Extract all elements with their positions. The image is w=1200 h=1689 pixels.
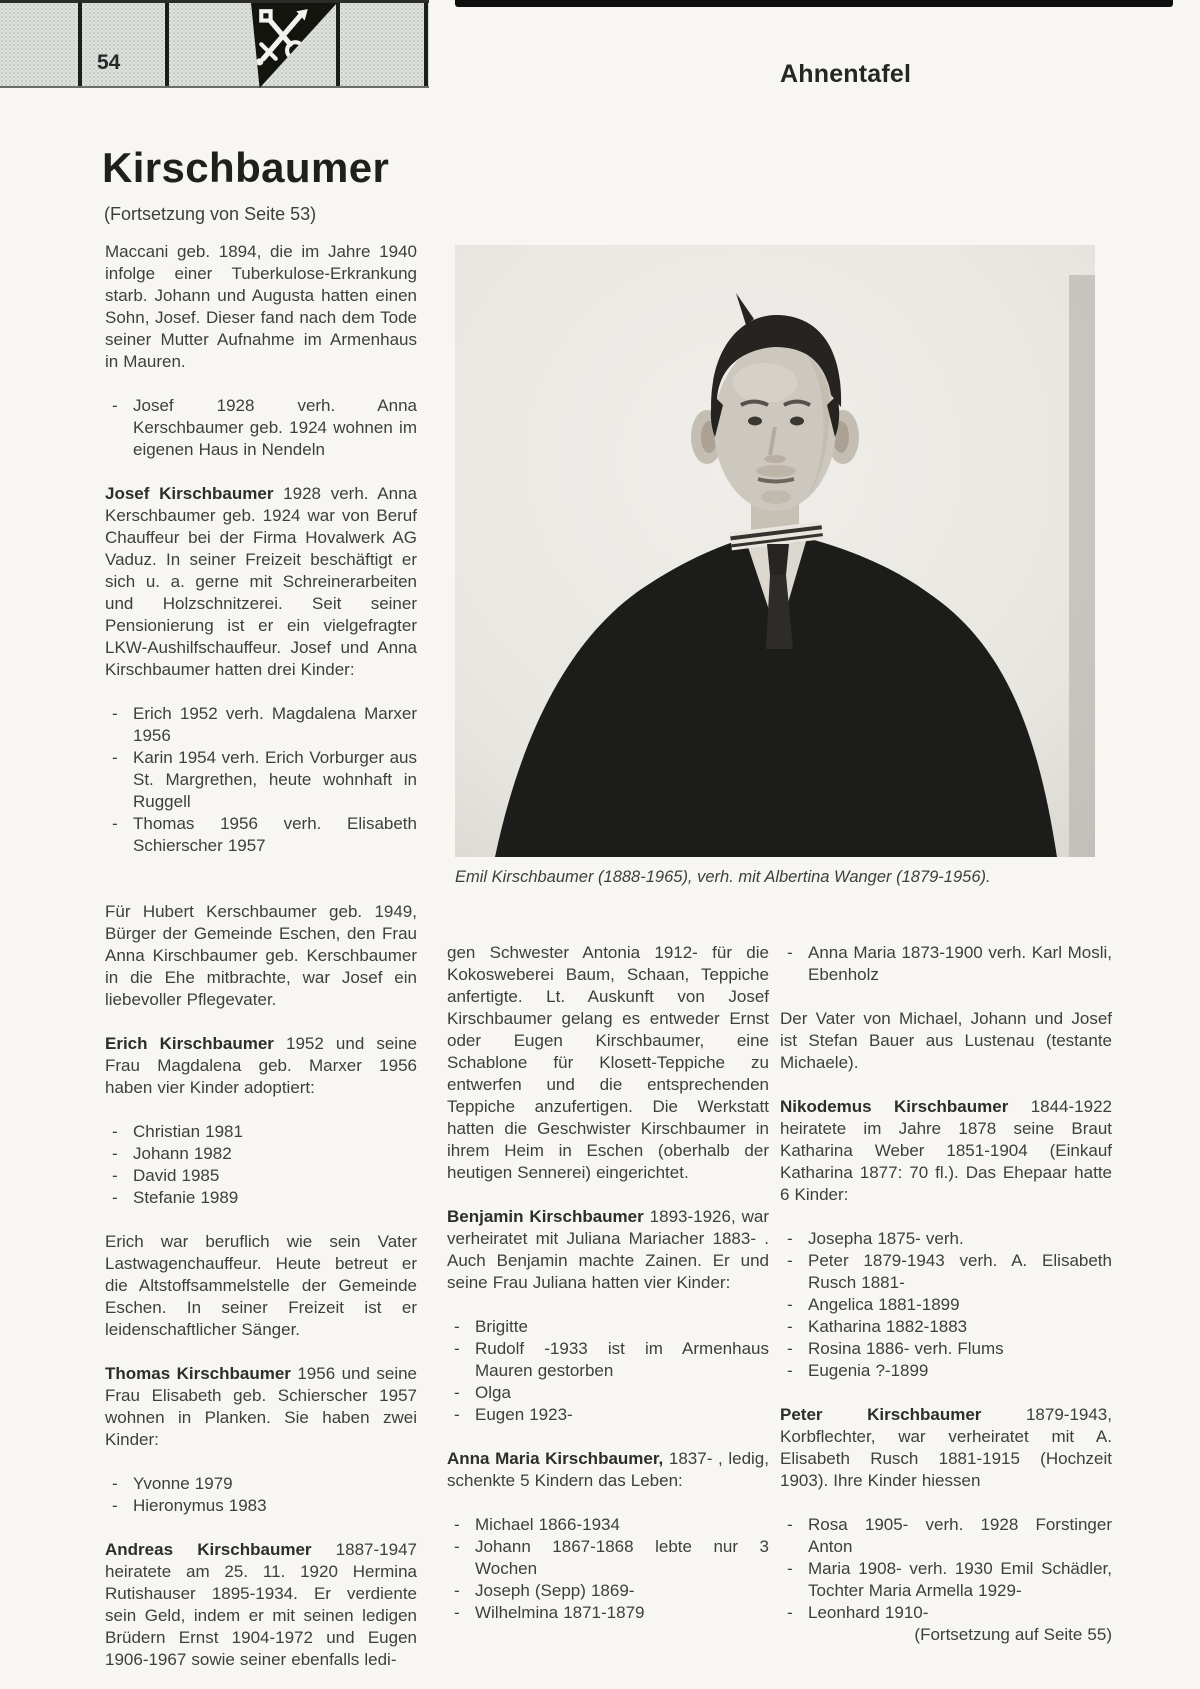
column-left bbox=[105, 241, 417, 1689]
children-list bbox=[105, 395, 417, 461]
top-rule bbox=[455, 0, 1173, 7]
children-list bbox=[105, 703, 417, 857]
corner-triangle bbox=[251, 3, 337, 88]
page-number: 54 bbox=[97, 51, 121, 74]
person-name: Anna Maria Kirschbaumer, bbox=[447, 1449, 664, 1468]
person-name: Thomas Kirschbaumer bbox=[105, 1364, 291, 1383]
list-item: - Josef 1928 verh. Anna Kerschbaumer geb. 1924 wohnen im eigenen Haus in Nendeln bbox=[105, 395, 417, 461]
paragraph: Erich Kirschbaumer 1952 und seine Frau Magdalena geb. Marxer 1956 haben vier Kinder adoptiert: bbox=[105, 1034, 417, 1097]
list-item: - Rosa 1905- verh. 1928 Forstinger Anton bbox=[780, 1514, 1112, 1558]
list-item: - Johann 1867-1868 lebte nur 3 Wochen bbox=[447, 1536, 769, 1580]
paragraph: Thomas Kirschbaumer 1956 und seine Frau Elisabeth geb. Schierscher 1957 wohnen in Planken. Sie haben zwei Kinder: bbox=[105, 1364, 418, 1449]
paragraph: Anna Maria Kirschbaumer, 1837- , ledig, schenkte 5 Kindern das Leben: bbox=[447, 1449, 769, 1490]
person-name: Andreas Kirschbaumer bbox=[105, 1540, 312, 1559]
paragraph: Benjamin Kirschbaumer 1893-1926, war verheiratet mit Juliana Mariacher 1883- . Auch Benjamin machte Zainen. Er und seine Frau Juliana hatten vier Kinder: bbox=[447, 1207, 769, 1292]
children-list bbox=[780, 942, 1112, 986]
list-item: - Leonhard 1910- bbox=[780, 1602, 1112, 1624]
page-title: Kirschbaumer bbox=[102, 144, 390, 191]
children-list bbox=[105, 1121, 417, 1209]
paragraph: Peter Kirschbaumer 1879-1943, Korbflechter, war verheiratet mit A. Elisabeth Rusch 1881-1915 (Hochzeit 1903). Ihre Kinder hiessen bbox=[780, 1405, 1112, 1490]
children-list bbox=[780, 1514, 1112, 1624]
list-item: - Stefanie 1989 bbox=[105, 1187, 417, 1209]
list-item: - Eugen 1923- bbox=[447, 1404, 769, 1426]
list-item: - Brigitte bbox=[447, 1316, 769, 1338]
paragraph: gen Schwester Antonia 1912- für die Kokosweberei Baum, Schaan, Teppiche anfertigte. Lt. Auskunft von Josef Kirschbaumer gelang es entweder Ernst oder Eugen Kirschbaumer, eine Schablone für Klosett-Teppiche zu entwerfen und die entsprechenden Teppiche anzufertigen. Die Werkstatt hatten die Geschwister Kirschbaumer in ihrem Heim in Eschen (oberhalb der heutigen Sennerei) eingerichtet. bbox=[447, 943, 769, 1182]
list-item: - Michael 1866-1934 bbox=[447, 1514, 769, 1536]
list-item: - Rudolf -1933 ist im Armenhaus Mauren gestorben bbox=[447, 1338, 769, 1382]
list-item: - Karin 1954 verh. Erich Vorburger aus St. Margrethen, heute wohnhaft in Ruggell bbox=[105, 747, 417, 813]
continuation-note: (Fortsetzung auf Seite 55) bbox=[914, 1625, 1112, 1644]
portrait-illustration bbox=[455, 245, 1095, 857]
list-item: - Erich 1952 verh. Magdalena Marxer 1956 bbox=[105, 703, 417, 747]
person-name: Peter Kirschbaumer bbox=[780, 1405, 982, 1424]
person-name: Nikodemus Kirschbaumer bbox=[780, 1097, 1009, 1116]
column-middle bbox=[447, 942, 769, 1646]
person-name: Josef Kirschbaumer bbox=[105, 484, 274, 503]
section-header: Ahnentafel bbox=[780, 60, 912, 88]
header-divider bbox=[336, 3, 340, 86]
paragraph: Josef Kirschbaumer 1928 verh. Anna Kerschbaumer geb. 1924 war von Beruf Chauffeur bei der Firma Hovalwerk AG Vaduz. In seiner Freizeit beschäftigt er sich u. a. gerne mit Schreinerarbeiten und Holzschnitzerei. Seit seiner Pensionierung ist er ein vielgefragter LKW-Aushilfschauffeur. Josef und Anna Kirschbaumer hatten drei Kinder: bbox=[105, 484, 417, 679]
list-item: - Joseph (Sepp) 1869- bbox=[447, 1580, 769, 1602]
list-item: - Olga bbox=[447, 1382, 769, 1404]
list-item: - Rosina 1886- verh. Flums bbox=[780, 1338, 1112, 1360]
paragraph: Für Hubert Kerschbaumer geb. 1949, Bürger der Gemeinde Eschen, den Frau Anna Kirschbaumer geb. Kerschbaumer in die Ehe mitbrachte, war Josef ein liebevoller Pflegevater. bbox=[105, 902, 417, 1009]
list-item: - Yvonne 1979 bbox=[105, 1473, 417, 1495]
sword-key-icon bbox=[253, 5, 315, 67]
list-item: - Maria 1908- verh. 1930 Emil Schädler, Tochter Maria Armella 1929- bbox=[780, 1558, 1112, 1602]
list-item: - Wilhelmina 1871-1879 bbox=[447, 1602, 769, 1624]
header-band bbox=[0, 0, 429, 88]
list-item: - Johann 1982 bbox=[105, 1143, 417, 1165]
list-item: - Josepha 1875- verh. bbox=[780, 1228, 1112, 1250]
list-item: - Christian 1981 bbox=[105, 1121, 417, 1143]
list-item: - Katharina 1882-1883 bbox=[780, 1316, 1112, 1338]
paragraph: Erich war beruflich wie sein Vater Lastwagenchauffeur. Heute betreut er die Altstoffsammelstelle der Gemeinde Eschen. In seiner Freizeit ist er leidenschaftlicher Sänger. bbox=[105, 1232, 417, 1339]
header-divider bbox=[424, 3, 428, 86]
header-divider bbox=[165, 3, 169, 86]
column-right bbox=[780, 942, 1112, 1646]
page-subtitle: (Fortsetzung von Seite 53) bbox=[104, 204, 317, 224]
portrait-photo bbox=[455, 245, 1095, 857]
paragraph: Der Vater von Michael, Johann und Josef ist Stefan Bauer aus Lustenau (testante Michaele). bbox=[780, 1009, 1112, 1072]
header-divider bbox=[78, 3, 82, 86]
list-item: - David 1985 bbox=[105, 1165, 417, 1187]
photo-caption: Emil Kirschbaumer (1888-1965), verh. mit Albertina Wanger (1879-1956). bbox=[455, 868, 991, 886]
list-item: - Hieronymus 1983 bbox=[105, 1495, 417, 1517]
paragraph: Nikodemus Kirschbaumer 1844-1922 heiratete im Jahre 1878 seine Braut Katharina Weber 1851-1904 (Einkauf Katharina 1877: 70 fl.). Das Ehepaar hatte 6 Kinder: bbox=[780, 1097, 1112, 1204]
list-item: - Thomas 1956 verh. Elisabeth Schierscher 1957 bbox=[105, 813, 417, 857]
children-list bbox=[447, 1514, 769, 1624]
list-item: - Peter 1879-1943 verh. A. Elisabeth Rusch 1881- bbox=[780, 1250, 1112, 1294]
list-item: - Angelica 1881-1899 bbox=[780, 1294, 1112, 1316]
list-item: - Eugenia ?-1899 bbox=[780, 1360, 1112, 1382]
paragraph: Andreas Kirschbaumer 1887-1947 heiratete am 25. 11. 1920 Hermina Rutishauser 1895-1934. Er verdiente sein Geld, indem er mit seinen ledigen Brüdern Ernst 1904-1972 und Eugen 1906-1967 sowie seiner ebenfalls ledi- bbox=[105, 1540, 417, 1669]
list-item: - Anna Maria 1873-1900 verh. Karl Mosli, Ebenholz bbox=[780, 942, 1112, 986]
person-name: Benjamin Kirschbaumer bbox=[447, 1207, 644, 1226]
paragraph: Maccani geb. 1894, die im Jahre 1940 infolge einer Tuberkulose-Erkrankung starb. Johann und Augusta hatten einen Sohn, Josef. Dieser fand nach dem Tode seiner Mutter Aufnahme im Armenhaus in Mauren. bbox=[105, 242, 417, 371]
person-name: Erich Kirschbaumer bbox=[105, 1034, 274, 1053]
children-list bbox=[105, 1473, 417, 1517]
children-list bbox=[447, 1316, 769, 1426]
children-list bbox=[780, 1228, 1112, 1382]
